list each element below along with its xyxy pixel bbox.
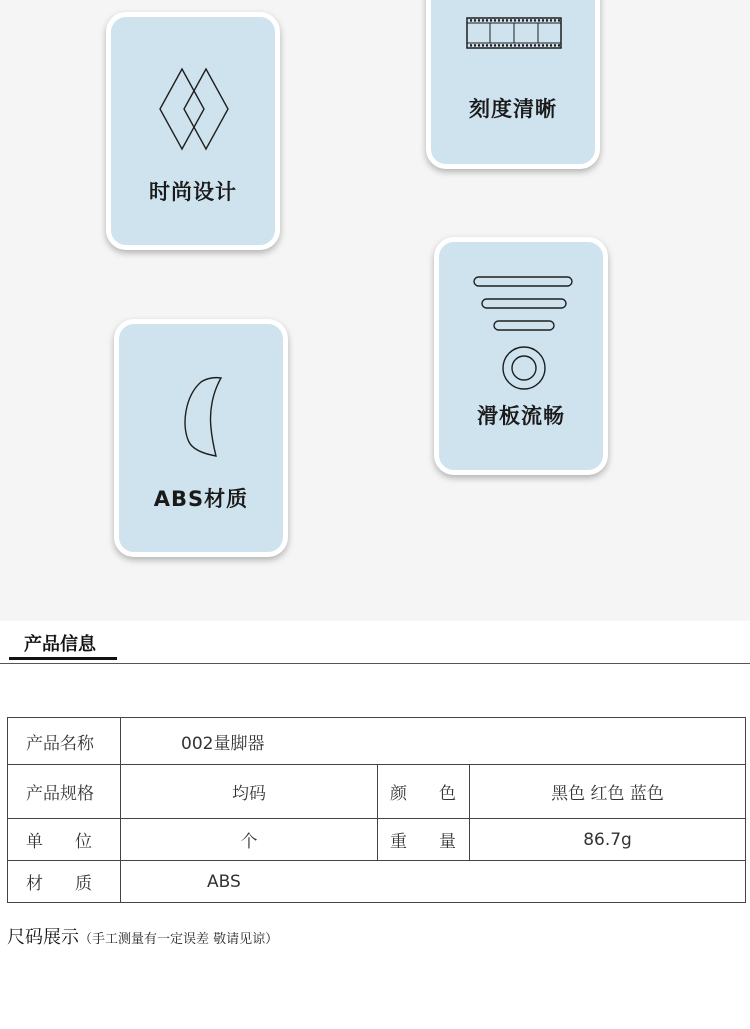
film-perforation xyxy=(498,19,500,21)
film-perforation xyxy=(478,44,480,46)
row-label-secondary: 重量 xyxy=(378,819,470,861)
film-perforation xyxy=(470,19,472,21)
film-perforation xyxy=(494,19,496,21)
table-row xyxy=(8,718,746,765)
row-value-secondary: 黑色 红色 蓝色 xyxy=(470,765,746,819)
diamond-outline-icon xyxy=(158,67,230,151)
film-perforation xyxy=(530,19,532,21)
film-perforation xyxy=(554,44,556,46)
size-title-text: 尺码展示 xyxy=(7,927,79,948)
film-perforation xyxy=(550,19,552,21)
feature-label: 时尚设计 xyxy=(149,180,237,204)
film-perforation xyxy=(554,19,556,21)
film-perforation xyxy=(482,44,484,46)
feature-label: ABS材质 xyxy=(153,487,249,511)
film-perforation xyxy=(510,19,512,21)
film-perforation xyxy=(518,19,520,21)
row-value: 002量脚器 xyxy=(121,718,746,765)
row-value: 个 xyxy=(121,819,378,861)
film-perforation xyxy=(474,19,476,21)
film-perforation xyxy=(510,44,512,46)
film-strip-icon xyxy=(466,17,562,49)
film-perforation xyxy=(534,19,536,21)
film-perforation xyxy=(482,19,484,21)
feature-card-abs xyxy=(114,319,288,557)
row-label-secondary: 颜色 xyxy=(378,765,470,819)
row-label: 产品名称 xyxy=(8,718,121,765)
table-row xyxy=(8,765,746,819)
table-row xyxy=(8,819,746,861)
film-perforation xyxy=(542,44,544,46)
film-perforation xyxy=(546,44,548,46)
feature-card-slide xyxy=(434,237,608,475)
row-label: 产品规格 xyxy=(8,765,121,819)
row-value-secondary: 86.7g xyxy=(470,819,746,861)
film-perforation xyxy=(542,19,544,21)
film-perforation xyxy=(490,44,492,46)
film-perforation xyxy=(546,19,548,21)
row-label: 单位 xyxy=(8,819,121,861)
spec-table xyxy=(7,717,746,903)
feature-card-scale xyxy=(426,0,600,169)
heading-underline xyxy=(9,657,117,660)
row-value: ABS xyxy=(121,861,746,903)
film-perforation xyxy=(514,19,516,21)
film-perforation xyxy=(518,44,520,46)
film-perforation xyxy=(522,44,524,46)
film-perforation xyxy=(534,44,536,46)
film-perforation xyxy=(506,19,508,21)
film-perforation xyxy=(558,44,560,46)
size-section-title xyxy=(7,923,278,949)
feature-label: 滑板流畅 xyxy=(477,404,565,428)
film-perforation xyxy=(490,19,492,21)
film-perforation xyxy=(486,44,488,46)
row-label: 材质 xyxy=(8,861,121,903)
film-perforation xyxy=(470,44,472,46)
film-perforation xyxy=(514,44,516,46)
crescent-icon xyxy=(181,376,223,460)
film-perforation xyxy=(522,19,524,21)
feature-label: 刻度清晰 xyxy=(469,97,557,121)
section-title: 产品信息 xyxy=(24,634,96,655)
film-perforation xyxy=(502,44,504,46)
film-perforation xyxy=(494,44,496,46)
film-perforation xyxy=(526,44,528,46)
table-row xyxy=(8,861,746,903)
film-perforation xyxy=(502,19,504,21)
film-perforation xyxy=(486,19,488,21)
film-perforation xyxy=(538,19,540,21)
divider xyxy=(0,663,750,664)
film-perforation xyxy=(506,44,508,46)
film-perforation xyxy=(558,19,560,21)
size-note: （手工测量有一定误差 敬请见谅） xyxy=(79,932,279,947)
film-perforation xyxy=(474,44,476,46)
film-perforation xyxy=(530,44,532,46)
film-perforation xyxy=(478,19,480,21)
film-perforation xyxy=(538,44,540,46)
film-perforation xyxy=(550,44,552,46)
feature-card-fashion xyxy=(106,12,280,250)
film-perforation xyxy=(498,44,500,46)
film-perforation xyxy=(526,19,528,21)
row-value: 均码 xyxy=(121,765,378,819)
slide-lines-ring-icon xyxy=(471,276,575,394)
